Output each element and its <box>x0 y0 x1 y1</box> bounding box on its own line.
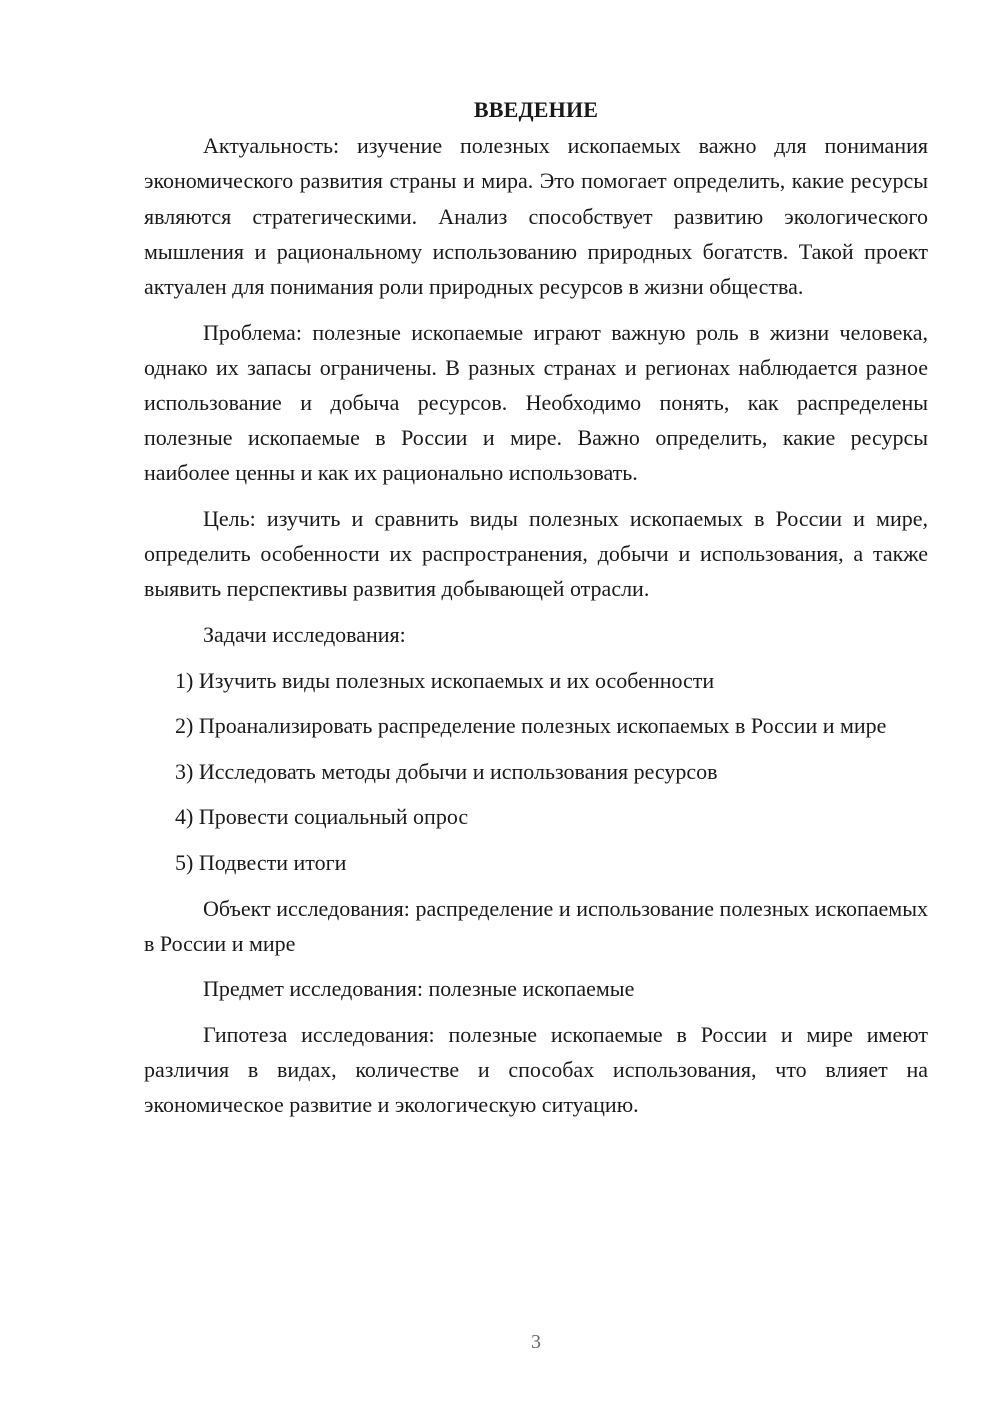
paragraph-problem: Проблема: полезные ископаемые играют важную роль в жизни человека, однако их запасы ограничены. В разных странах и регионах наблюдается разное использование и добыча ресурсов. Необходимо понять, как распределены полезные ископаемые в России и мире. Важно определить, какие ресурсы наиболее ценны и как их рационально использовать. <box>144 319 928 486</box>
section-heading: ВВЕДЕНИЕ <box>473 97 599 122</box>
task-item: 2) Проанализировать распределение полезных ископаемых в России и мире <box>175 713 887 739</box>
tasks-title: Задачи исследования: <box>203 622 406 648</box>
task-item: 5) Подвести итоги <box>175 849 347 875</box>
task-item: 4) Провести социальный опрос <box>175 804 469 830</box>
task-item: 1) Изучить виды полезных ископаемых и их особенности <box>175 667 715 693</box>
paragraph-object: Объект исследования: распределение и использование полезных ископаемых в России и мире <box>144 895 928 956</box>
task-item: 3) Исследовать методы добычи и использования ресурсов <box>175 758 718 784</box>
page-number: 3 <box>531 1331 541 1353</box>
paragraph-hypothesis: Гипотеза исследования: полезные ископаемые в России и мире имеют различия в видах, количестве и способах использования, что влияет на экономическое развитие и экологическую ситуацию. <box>144 1021 928 1118</box>
paragraph-relevance: Актуальность: изучение полезных ископаемых важно для понимания экономического развития страны и мира. Это помогает определить, какие ресурсы являются стратегическими. Анализ способствует развитию экологического мышления и рациональному использованию природных богатств. Такой проект актуален для понимания роли природных ресурсов в жизни общества. <box>144 133 928 300</box>
paragraph-subject: Предмет исследования: полезные ископаемые <box>203 976 635 1002</box>
tasks-list <box>144 663 928 881</box>
document-page <box>144 92 928 1133</box>
paragraph-goal: Цель: изучить и сравнить виды полезных ископаемых в России и мире, определить особенности их распространения, добычи и использования, а также выявить перспективы развития добывающей отрасли. <box>144 506 928 602</box>
